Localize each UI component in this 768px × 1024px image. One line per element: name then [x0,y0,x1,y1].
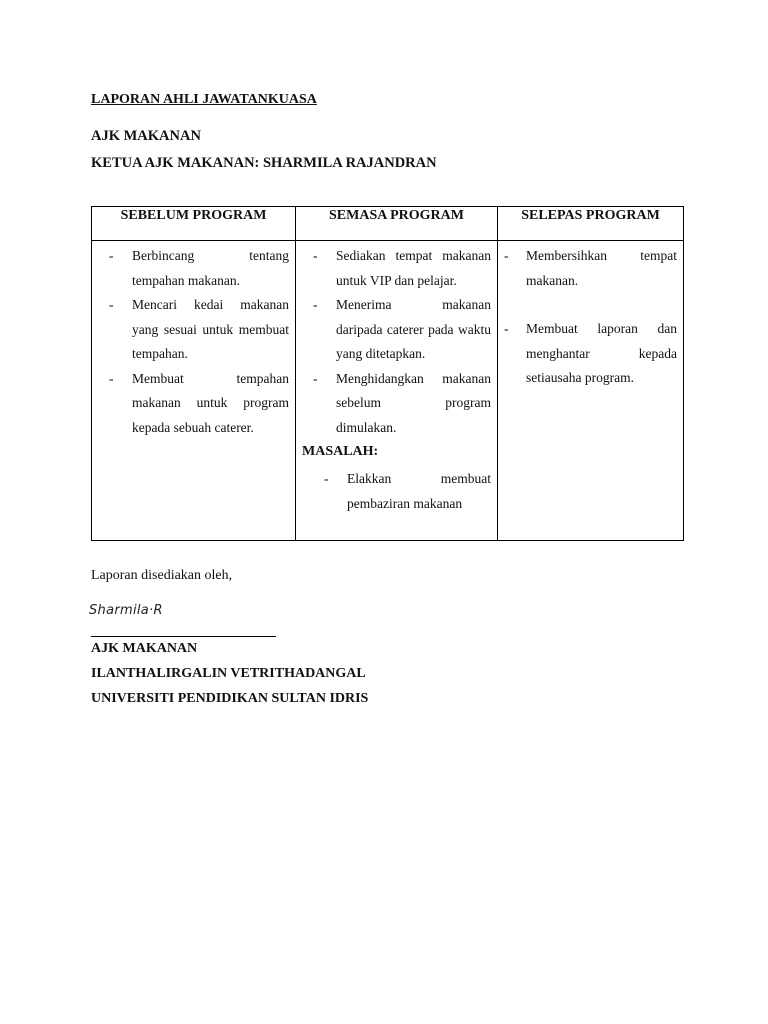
signer-institution: UNIVERSITI PENDIDIKAN SULTAN IDRIS [91,691,369,706]
list-item [92,244,295,293]
list-item-text: Membuat tempahan makanan untuk program kepada sebuah caterer. [132,370,289,435]
problem-label: MASALAH: [302,444,379,459]
list-item [498,244,683,293]
report-table [91,206,684,541]
bullet-dash: - [313,248,318,263]
list-item-text: Membuat laporan dan menghantar kepada setiausaha program. [526,321,677,385]
chair-heading: KETUA AJK MAKANAN: SHARMILA RAJANDRAN [91,155,437,171]
bullet-dash: - [504,321,509,336]
signature-line [91,636,276,637]
header-during-program: SEMASA PROGRAM [296,207,498,241]
bullet-dash: - [109,297,114,312]
list-item [296,467,497,516]
during-program-list [296,241,497,440]
list-item [498,317,683,391]
list-item-text: Membersihkan tempat makanan. [526,248,677,288]
list-item-text: Mencari kedai makanan yang sesuai untuk membuat tempahan. [132,297,289,361]
list-item [92,367,295,441]
list-item-text: Menerima makanan daripada caterer pada waktu yang ditetapkan. [336,297,491,361]
prepared-by-text: Laporan disediakan oleh, [91,568,233,583]
table-header-row [92,207,684,241]
list-item-text: Menghidangkan makanan sebelum program dimulakan. [336,370,491,435]
list-item [296,293,497,367]
bullet-dash: - [313,297,318,312]
bullet-dash: - [109,248,114,263]
during-program-cell [296,241,498,541]
report-title: LAPORAN AHLI JAWATANKUASA [91,92,317,107]
handwritten-signature: Sharmila·R [89,603,163,618]
list-item [296,367,497,441]
after-program-list [498,241,683,391]
bullet-dash: - [313,370,318,386]
list-item-text: Berbincang tentang tempahan makanan. [132,248,289,288]
bullet-dash: - [324,471,329,486]
problem-list [296,464,497,516]
list-item [296,244,497,293]
signer-name: ILANTHALIRGALIN VETRITHADANGAL [91,666,366,681]
bullet-dash: - [109,370,114,386]
list-item-text: Sediakan tempat makanan untuk VIP dan pelajar. [336,248,491,288]
header-after-program: SELEPAS PROGRAM [498,207,684,241]
bullet-dash: - [504,248,509,263]
list-item-text: Elakkan membuat pembaziran makanan [347,471,491,511]
header-before-program: SEBELUM PROGRAM [92,207,296,241]
after-program-cell [498,241,684,541]
before-program-cell [92,241,296,541]
committee-heading: AJK MAKANAN [91,128,201,144]
signer-role: AJK MAKANAN [91,641,198,656]
table-row [92,241,684,541]
list-item [92,293,295,367]
before-program-list [92,241,295,440]
